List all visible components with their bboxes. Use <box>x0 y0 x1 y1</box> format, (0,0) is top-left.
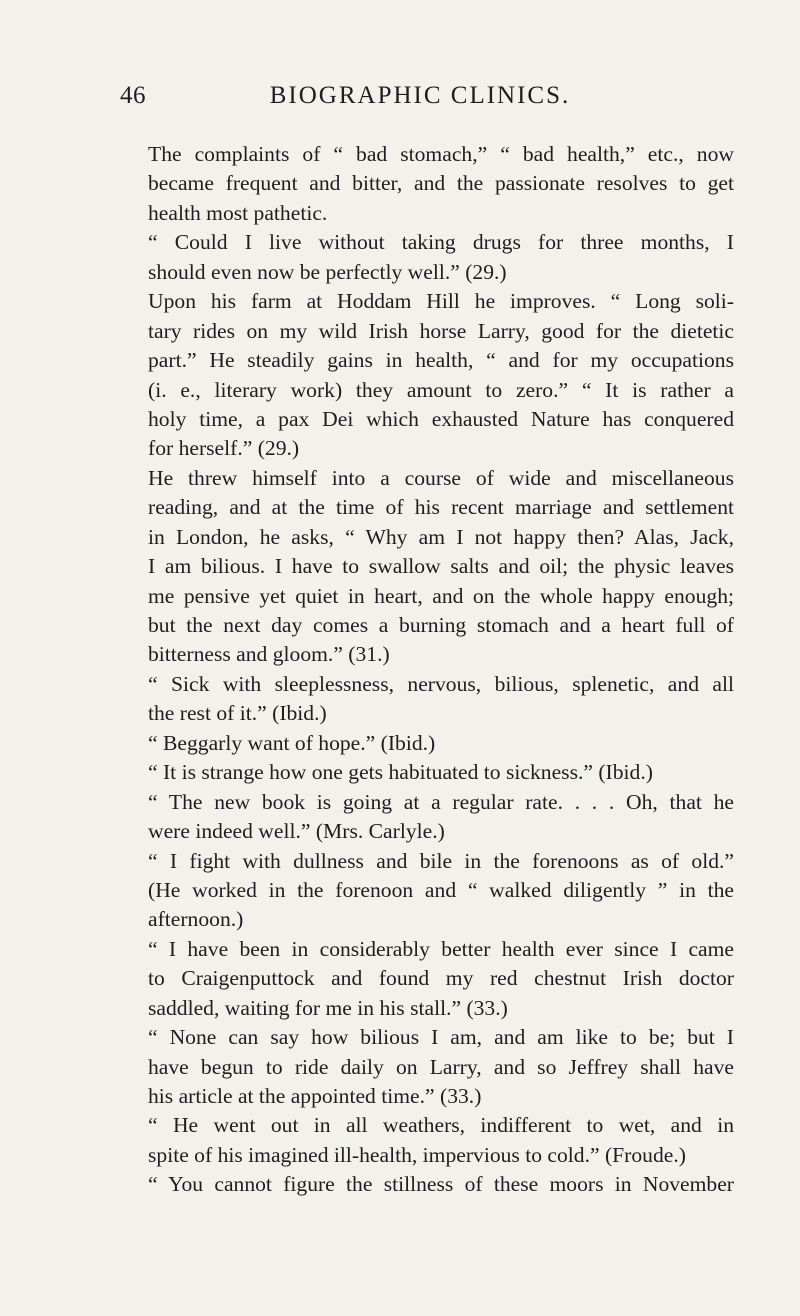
page-number: 46 <box>120 82 146 109</box>
text-line: “ He went out in all weathers, indifferent to wet, and in <box>148 1113 734 1138</box>
text-line: spite of his imagined ill-health, impervious to cold.” (Froude.) <box>148 1142 686 1167</box>
body-text <box>148 140 734 1200</box>
text-line: tary rides on my wild Irish horse Larry, good for the dietetic <box>148 318 734 343</box>
text-line: his article at the appointed time.” (33.) <box>148 1084 482 1108</box>
text-line: The complaints of “ bad stomach,” “ bad health,” etc., now <box>148 142 734 166</box>
text-line: me pensive yet quiet in heart, and on the whole happy enough; <box>148 583 734 608</box>
text-line: “ I fight with dullness and bile in the forenoons as of old.” <box>148 848 734 873</box>
text-line: should even now be perfectly well.” (29.) <box>148 259 507 284</box>
text-line: became frequent and bitter, and the passionate resolves to get <box>148 171 734 196</box>
text-line: part.” He steadily gains in health, “ and for my occupations <box>148 348 734 373</box>
text-line: “ Sick with sleeplessness, nervous, bilious, splenetic, and all <box>148 671 734 696</box>
text-line: “ None can say how bilious I am, and am like to be; but I <box>148 1025 734 1050</box>
text-line: “ You cannot figure the stillness of these moors in November <box>148 1172 734 1197</box>
text-line: “ It is strange how one gets habituated to sickness.” (Ibid.) <box>148 760 653 785</box>
text-line: “ I have been in considerably better health ever since I came <box>148 936 734 961</box>
text-line: reading, and at the time of his recent marriage and settlement <box>148 495 734 520</box>
text-line: He threw himself into a course of wide and miscellaneous <box>148 465 734 490</box>
text-line: holy time, a pax Dei which exhausted Nature has conquered <box>148 406 734 431</box>
text-line: have begun to ride daily on Larry, and so Jeffrey shall have <box>148 1054 734 1079</box>
text-line: to Craigenputtock and found my red chestnut Irish doctor <box>148 966 734 991</box>
running-title: BIOGRAPHIC CLINICS. <box>269 82 571 109</box>
text-line: “ The new book is going at a regular rate. . . . Oh, that he <box>148 789 734 814</box>
text-line: were indeed well.” (Mrs. Carlyle.) <box>148 819 445 844</box>
text-line: “ Beggarly want of hope.” (Ibid.) <box>148 730 436 755</box>
text-line: but the next day comes a burning stomach and a heart full of <box>148 613 734 637</box>
text-line: the rest of it.” (Ibid.) <box>148 701 327 726</box>
text-line: (i. e., literary work) they amount to zero.” “ It is rather a <box>148 377 734 402</box>
text-line: I am bilious. I have to swallow salts and oil; the physic leaves <box>148 554 734 579</box>
text-line: in London, he asks, “ Why am I not happy then? Alas, Jack, <box>148 524 734 549</box>
text-line: “ Could I live without taking drugs for three months, I <box>148 230 734 255</box>
page-header <box>120 82 720 116</box>
text-line: for herself.” (29.) <box>148 436 300 461</box>
text-line: Upon his farm at Hoddam Hill he improves. “ Long soli- <box>148 289 734 314</box>
text-line: saddled, waiting for me in his stall.” (33.) <box>148 995 508 1020</box>
text-line: afternoon.) <box>148 907 244 932</box>
text-line: (He worked in the forenoon and “ walked diligently ” in the <box>148 877 734 902</box>
text-line: bitterness and gloom.” (31.) <box>148 642 390 667</box>
text-line: health most pathetic. <box>148 200 328 225</box>
